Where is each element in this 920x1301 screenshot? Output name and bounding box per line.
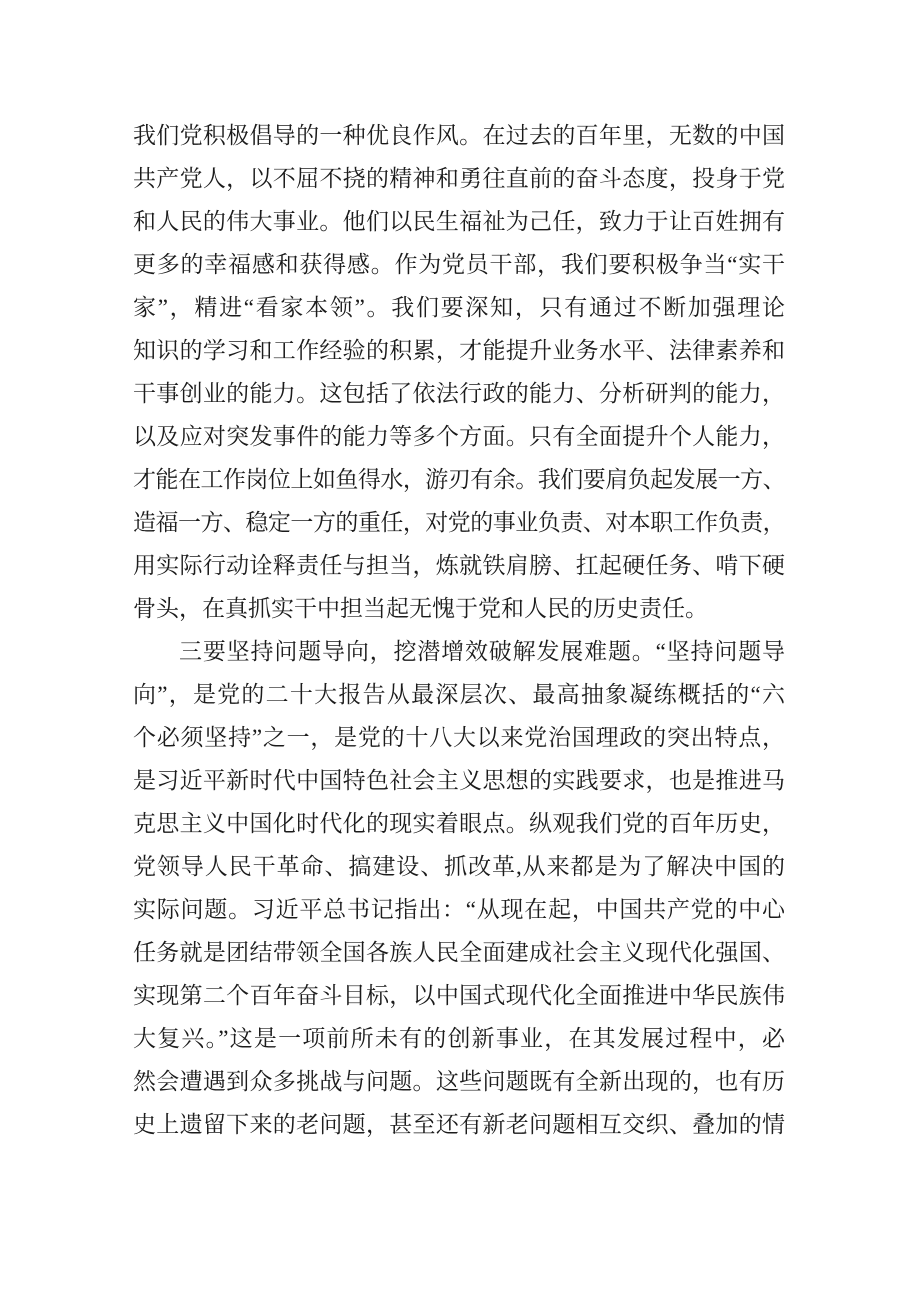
paragraph-second xyxy=(133,630,785,1146)
text-line: 骨头，在真抓实干中担当起无愧于党和人民的历史责任。 xyxy=(133,596,708,621)
text-line: 任务就是团结带领全国各族人民全面建成社会主义现代化强国、 xyxy=(133,940,785,965)
text-line: 和人民的伟大事业。他们以民生福祉为己任，致力于让百姓拥有 xyxy=(133,209,785,234)
text-line: 干事创业的能力。这包括了依法行政的能力、分析研判的能力， xyxy=(133,381,785,406)
paragraph-continued xyxy=(133,114,785,630)
text-block xyxy=(133,114,785,1146)
text-line: 更多的幸福感和获得感。作为党员干部，我们要积极争当“实干 xyxy=(133,252,785,277)
text-line: 实际问题。习近平总书记指出：“从现在起，中国共产党的中心 xyxy=(133,897,785,922)
text-line: 实现第二个百年奋斗目标，以中国式现代化全面推进中华民族伟 xyxy=(133,983,785,1008)
text-line: 向”，是党的二十大报告从最深层次、最高抽象凝练概括的“六 xyxy=(133,682,785,707)
text-line: 是习近平新时代中国特色社会主义思想的实践要求，也是推进马 xyxy=(133,768,785,793)
text-line: 家”，精进“看家本领”。我们要深知，只有通过不断加强理论 xyxy=(133,295,785,320)
text-line: 克思主义中国化时代化的现实着眼点。纵观我们党的百年历史， xyxy=(133,811,785,836)
text-line: 共产党人，以不屈不挠的精神和勇往直前的奋斗态度，投身于党 xyxy=(133,166,785,191)
text-line: 我们党积极倡导的一种优良作风。在过去的百年里，无数的中国 xyxy=(133,123,785,148)
text-line: 才能在工作岗位上如鱼得水，游刃有余。我们要肩负起发展一方、 xyxy=(133,467,785,492)
text-line: 史上遗留下来的老问题，甚至还有新老问题相互交织、叠加的情 xyxy=(133,1112,785,1137)
text-line: 大复兴。”这是一项前所未有的创新事业，在其发展过程中，必 xyxy=(133,1026,785,1051)
text-line: 造福一方、稳定一方的重任，对党的事业负责、对本职工作负责， xyxy=(133,510,785,535)
text-line: 以及应对突发事件的能力等多个方面。只有全面提升个人能力， xyxy=(133,424,785,449)
text-line: 党领导人民干革命、搞建设、抓改革,从来都是为了解决中国的 xyxy=(133,854,785,879)
text-line: 知识的学习和工作经验的积累，才能提升业务水平、法律素养和 xyxy=(133,338,785,363)
text-line: 个必须坚持”之一，是党的十八大以来党治国理政的突出特点， xyxy=(133,725,785,750)
text-line: 用实际行动诠释责任与担当，炼就铁肩膀、扛起硬任务、啃下硬 xyxy=(133,553,785,578)
text-line: 三要坚持问题导向，挖潜增效破解发展难题。“坚持问题导 xyxy=(179,639,785,664)
text-line: 然会遭遇到众多挑战与问题。这些问题既有全新出现的，也有历 xyxy=(133,1069,785,1094)
